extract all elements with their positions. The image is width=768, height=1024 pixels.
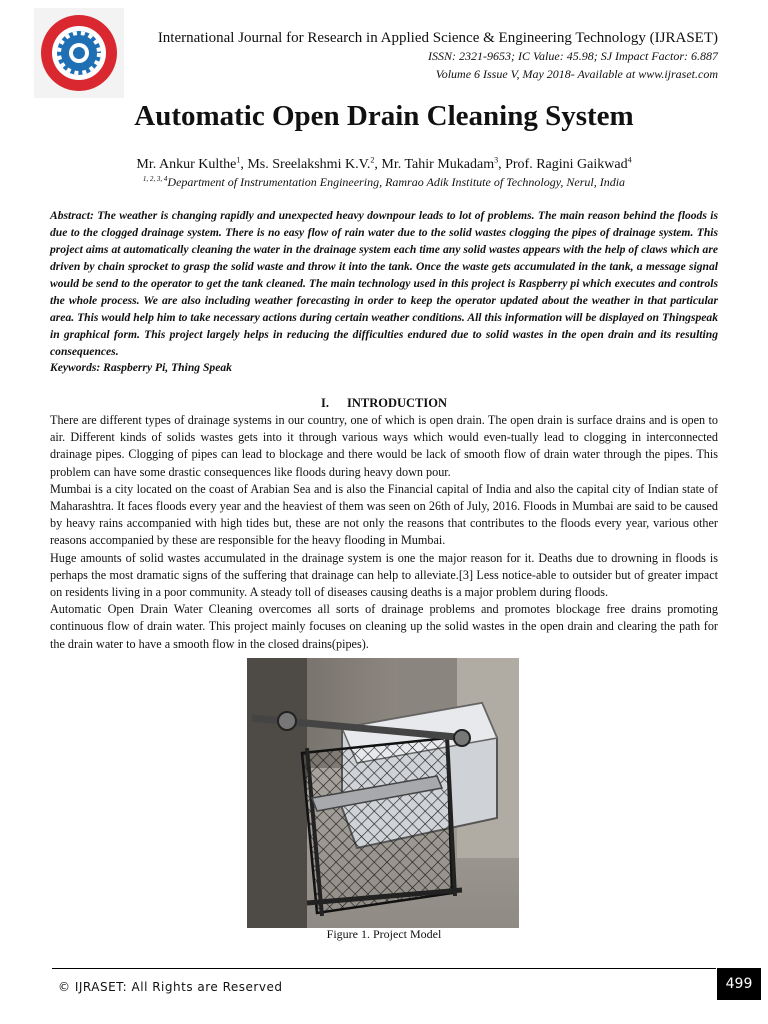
paragraph: Automatic Open Drain Water Cleaning overcomes all sorts of drainage problems and promotes blockage free drains promoting continuous flow of drain water. This project mainly focuses on cleaning up the solid wastes in the open drain and clearing the path for the drain water to have a smooth flow in the closed drains(pipes).	[50, 602, 718, 651]
page-number: 499	[717, 968, 761, 1000]
journal-seal-icon	[34, 8, 124, 98]
journal-logo	[34, 8, 124, 98]
author-list	[0, 155, 768, 173]
introduction-body	[50, 412, 718, 653]
affiliation	[0, 175, 768, 190]
project-model-photo	[247, 658, 519, 928]
footer-divider	[52, 968, 716, 969]
section-heading	[0, 396, 768, 411]
author: Mr. Tahir Mukadam$^3$,	[381, 155, 506, 172]
paragraph: Huge amounts of solid wastes accumulated in the drainage system is one the major reason for it. Deaths due to drowning in floods is perhaps the most dramatic signs of the suffering that drainage can help to alleviate.[3] Less notice-able to outsider but of greater impact on residents living in a poor community. A steady toll of diseases causing deaths is a major problem during floods.	[50, 550, 718, 600]
author: Ms. Sreelakshmi K.V.$^2$,	[247, 155, 382, 172]
journal-title: International Journal for Research in Applied Science & Engineering Technology (IJRASET)	[157, 30, 718, 46]
affiliation-text: Department of Instrumentation Engineering, Ramrao Adik Institute of Technology, Nerul, India	[167, 175, 626, 189]
section-title: INTRODUCTION	[346, 396, 447, 410]
project-model-figure	[247, 658, 519, 928]
paper-title: Automatic Open Drain Cleaning System	[134, 100, 634, 132]
paragraph: There are different types of drainage systems in our country, one of which is open drain. The open drain is surface drains and is open to air. Different kinds of solids wastes gets into it through various ways which would even-tually lead to clogging in interconnected drainage pipes. Clogging of pipes can lead to blockage and there would be lack of smooth flow of drain water through the pipes. This problem can have some drastic consequences like floods during heavy down pour.	[50, 413, 718, 479]
section-number: I.	[320, 396, 329, 410]
figure-caption: Figure 1. Project Model	[326, 927, 442, 941]
author: Mr. Ankur Kulthe$^1$,	[136, 155, 248, 172]
journal-header	[118, 29, 718, 83]
affiliation-sup: 1, 2, 3, 4	[142, 175, 168, 183]
journal-volume: Volume 6 Issue V, May 2018- Available at www.ijraset.com	[435, 67, 718, 81]
footer-copyright: © IJRASET: All Rights are Reserved	[58, 980, 283, 994]
abstract: Abstract: The weather is changing rapidly and unexpected heavy downpour leads to lot of problems. The main reason behind the floods is due to the clogged drainage system. There is no easy flow of rain water due to the solid wastes clogging the pipes of drainage system. This project aims at automatically cleaning the water in the drainage system each time any solid wastes appears with the help of claws which are driven by chain sprocket to grasp the solid waste and throw it into the tank. Once the waste gets accumulated in the tank, a message signal would be send to the operator to get the tank cleaned. The main technology used in this project is Raspberry pi which executes and controls the whole process. We are also including weather forecasting in order to keep the operator updated about the weather in that particular area. This would help him to take necessary actions during certain weather conditions. All this information will be displayed on Thingspeak in graphical form. This project largely helps in reducing the difficulties endured due to solid wastes in the open drain and its resulting consequences.	[50, 209, 718, 358]
author: Prof. Ragini Gaikwad$^4$	[505, 155, 632, 172]
keywords: Keywords: Raspberry Pi, Thing Speak	[50, 361, 232, 374]
paragraph: Mumbai is a city located on the coast of Arabian Sea and is also the Financial capital of India and also the capital city of Indian state of Maharashtra. It faces floods every year and the heaviest of them was seen on 26th of July, 2016. Floods in Mumbai are said to be caused by heavy rains accompanied with high tides but, these are not only the reasons that contributes to the floods every year, various other reasons accompanied by these are responsible for the heavy flooding in Mumbai.	[50, 481, 718, 548]
journal-issn: ISSN: 2321-9653; IC Value: 45.98; SJ Impact Factor: 6.887	[428, 49, 718, 63]
